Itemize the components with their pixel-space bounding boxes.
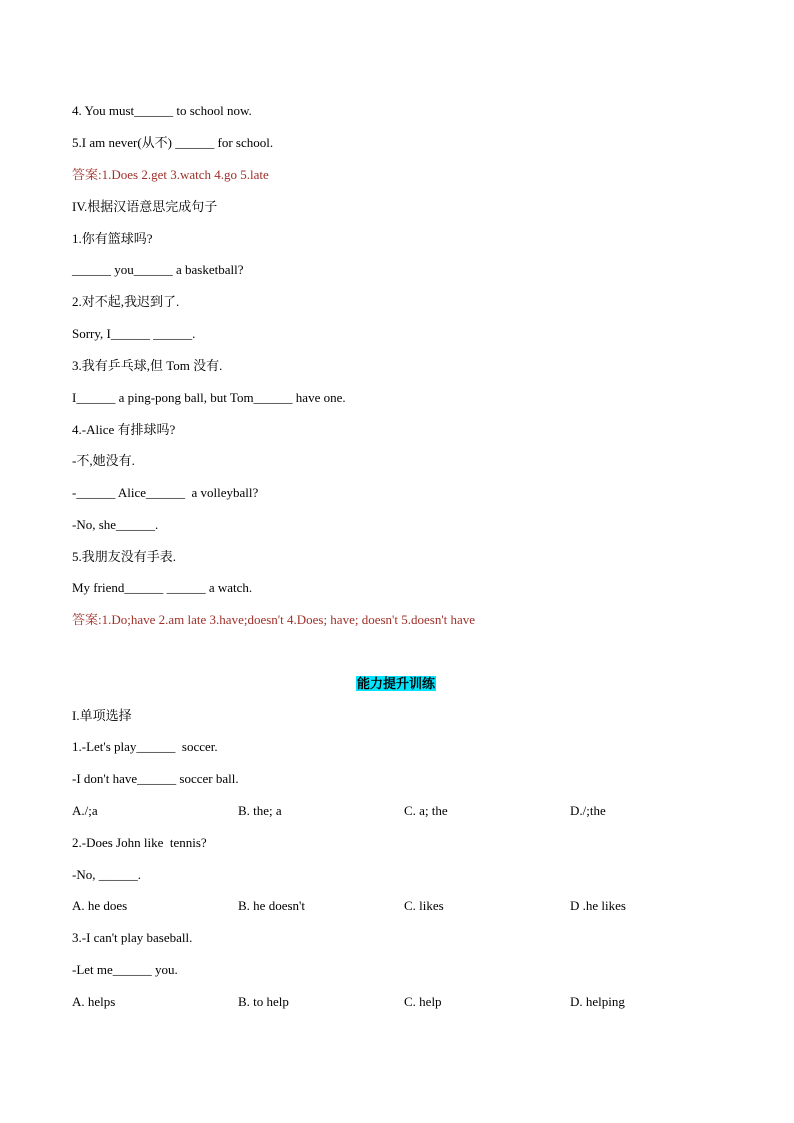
answer-key: 答案:1.Does 2.get 3.watch 4.go 5.late	[72, 167, 269, 182]
question-english: I______ a ping-pong ball, but Tom______ have one.	[72, 390, 346, 405]
question-english: My friend______ ______ a watch.	[72, 580, 253, 595]
option-a: A. he does	[72, 898, 128, 913]
question-english: -______ Alice______ a volleyball?	[72, 485, 259, 500]
option-d: D./;the	[570, 803, 606, 818]
option-c: C. help	[404, 994, 442, 1009]
option-b: B. the; a	[238, 803, 282, 818]
question-chinese: 2.对不起,我迟到了.	[72, 294, 180, 309]
section-title: 能力提升训练	[357, 676, 436, 691]
question-english: Sorry, I______ ______.	[72, 326, 196, 341]
option-d: D .he likes	[570, 898, 626, 913]
mc-question-line: -Let me______ you.	[72, 962, 178, 977]
mc-question-line: -No, ______.	[72, 867, 141, 882]
mc-question-line: 2.-Does John like tennis?	[72, 835, 207, 850]
question-english: -No, she______.	[72, 517, 159, 532]
section-heading: IV.根据汉语意思完成句子	[72, 199, 218, 214]
question-chinese: 1.你有篮球吗?	[72, 231, 153, 246]
part-heading: I.单项选择	[72, 708, 132, 723]
question-chinese: 3.我有乒乓球,但 Tom 没有.	[72, 358, 223, 373]
option-c: C. likes	[404, 898, 444, 913]
mc-question-line: 1.-Let's play______ soccer.	[72, 739, 218, 754]
mc-question-line: -I don't have______ soccer ball.	[72, 771, 239, 786]
exercise-line: 5.I am never(从不) ______ for school.	[72, 135, 274, 150]
question-chinese: 5.我朋友没有手表.	[72, 549, 177, 564]
option-a: A. helps	[72, 994, 116, 1009]
option-b: B. to help	[238, 994, 289, 1009]
option-d: D. helping	[570, 994, 625, 1009]
question-chinese: -不,她没有.	[72, 453, 135, 468]
question-english: ______ you______ a basketball?	[72, 262, 244, 277]
option-b: B. he doesn't	[238, 898, 305, 913]
mc-question-line: 3.-I can't play baseball.	[72, 930, 193, 945]
exercise-line: 4. You must______ to school now.	[72, 103, 252, 118]
option-a: A./;a	[72, 803, 98, 818]
option-c: C. a; the	[404, 803, 448, 818]
question-chinese: 4.-Alice 有排球吗?	[72, 422, 176, 437]
answer-key: 答案:1.Do;have 2.am late 3.have;doesn't 4.Does; have; doesn't 5.doesn't have	[72, 612, 476, 627]
